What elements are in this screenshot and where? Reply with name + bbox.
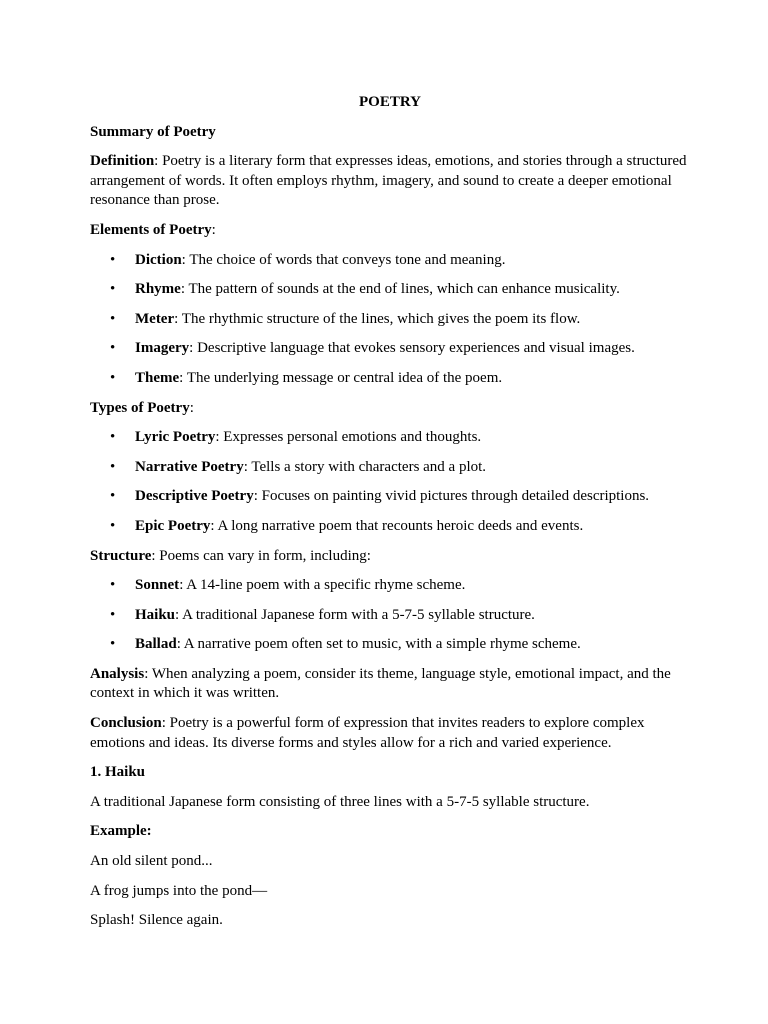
types-heading-text: Types of Poetry <box>90 399 190 416</box>
haiku-line: A frog jumps into the pond— <box>90 882 268 899</box>
list-item <box>90 428 690 448</box>
structure-paragraph <box>90 547 690 567</box>
structure-list <box>90 576 690 655</box>
list-item-desc: : The rhythmic structure of the lines, which gives the poem its flow. <box>174 310 581 327</box>
list-item-desc: : A narrative poem often set to music, with a simple rhyme scheme. <box>176 636 581 653</box>
list-item-term: Theme <box>135 369 180 386</box>
summary-heading-text: Summary of Poetry <box>90 123 216 140</box>
analysis-text: : When analyzing a poem, consider its theme, language style, emotional impact, and the context in which it was written. <box>90 665 671 702</box>
bullet-icon: • <box>110 488 116 505</box>
list-item-desc: : Tells a story with characters and a plot. <box>243 458 487 475</box>
list-item-term: Rhyme <box>135 281 181 298</box>
example-label <box>90 822 690 842</box>
structure-text: : Poems can vary in form, including: <box>151 547 371 564</box>
list-item <box>90 635 690 655</box>
conclusion-paragraph <box>90 714 690 753</box>
elements-heading-suffix: : <box>211 221 216 238</box>
list-item-desc: : The pattern of sounds at the end of lines, which can enhance musicality. <box>180 281 620 298</box>
list-item-desc: : A 14-line poem with a specific rhyme scheme. <box>179 577 466 594</box>
document-page <box>90 93 690 941</box>
list-item <box>90 576 690 596</box>
list-item-term: Descriptive Poetry <box>135 488 254 505</box>
list-item <box>90 487 690 507</box>
haiku-heading <box>90 763 690 783</box>
example-label-text: Example: <box>90 823 152 840</box>
definition-text: : Poetry is a literary form that expresses ideas, emotions, and stories through a structured arrangement of words. It often employs rhythm, imagery, and sound to create a deeper emotional resonance than prose. <box>90 153 687 209</box>
structure-label: Structure <box>90 547 152 564</box>
list-item-term: Diction <box>135 251 182 268</box>
list-item <box>90 517 690 537</box>
list-item <box>90 251 690 271</box>
analysis-paragraph <box>90 665 690 704</box>
list-item <box>90 369 690 389</box>
list-item-desc: : A traditional Japanese form with a 5-7-5 syllable structure. <box>175 606 535 623</box>
conclusion-text: : Poetry is a powerful form of expression that invites readers to explore complex emotions and ideas. Its diverse forms and styles allow for a rich and varied experience. <box>90 715 645 751</box>
list-item-desc: : Descriptive language that evokes sensory experiences and visual images. <box>189 340 635 357</box>
bullet-icon: • <box>110 517 116 534</box>
types-list <box>90 428 690 536</box>
list-item-term: Meter <box>135 310 175 327</box>
list-item <box>90 280 690 300</box>
types-heading-suffix: : <box>189 399 194 416</box>
list-item-term: Lyric Poetry <box>135 429 216 446</box>
list-item <box>90 310 690 330</box>
bullet-icon: • <box>110 577 116 594</box>
types-heading <box>90 399 690 419</box>
list-item-desc: : The choice of words that conveys tone and meaning. <box>181 251 506 268</box>
list-item-term: Sonnet <box>135 577 180 594</box>
list-item-desc: : Focuses on painting vivid pictures through detailed descriptions. <box>253 488 650 505</box>
bullet-icon: • <box>110 636 116 653</box>
list-item-desc: : Expresses personal emotions and thoughts. <box>215 429 482 446</box>
list-item <box>90 606 690 626</box>
list-item-term: Haiku <box>135 606 176 623</box>
list-item-term: Ballad <box>135 636 177 653</box>
conclusion-label: Conclusion <box>90 715 162 732</box>
bullet-icon: • <box>110 281 116 298</box>
list-item <box>90 458 690 478</box>
haiku-line: An old silent pond... <box>90 853 213 870</box>
list-item-desc: : A long narrative poem that recounts heroic deeds and events. <box>210 517 584 534</box>
list-item-term: Imagery <box>135 340 190 357</box>
summary-heading <box>90 123 690 143</box>
bullet-icon: • <box>110 606 116 623</box>
haiku-line: Splash! Silence again. <box>90 912 223 929</box>
elements-list <box>90 251 690 389</box>
list-item-term: Epic Poetry <box>135 517 211 534</box>
bullet-icon: • <box>110 369 116 386</box>
bullet-icon: • <box>110 458 116 475</box>
page-title: POETRY <box>359 94 421 110</box>
definition-label: Definition <box>90 153 155 170</box>
elements-heading <box>90 221 690 241</box>
analysis-label: Analysis <box>90 665 145 682</box>
haiku-description: A traditional Japanese form consisting of three lines with a 5-7-5 syllable structure. <box>90 793 590 810</box>
list-item-term: Narrative Poetry <box>135 458 244 475</box>
list-item <box>90 339 690 359</box>
definition-paragraph <box>90 152 690 211</box>
haiku-heading-text: 1. Haiku <box>90 764 146 781</box>
bullet-icon: • <box>110 310 116 327</box>
elements-heading-text: Elements of Poetry <box>90 221 212 238</box>
bullet-icon: • <box>110 429 116 446</box>
bullet-icon: • <box>110 340 116 357</box>
list-item-desc: : The underlying message or central idea of the poem. <box>179 369 503 386</box>
bullet-icon: • <box>110 251 116 268</box>
